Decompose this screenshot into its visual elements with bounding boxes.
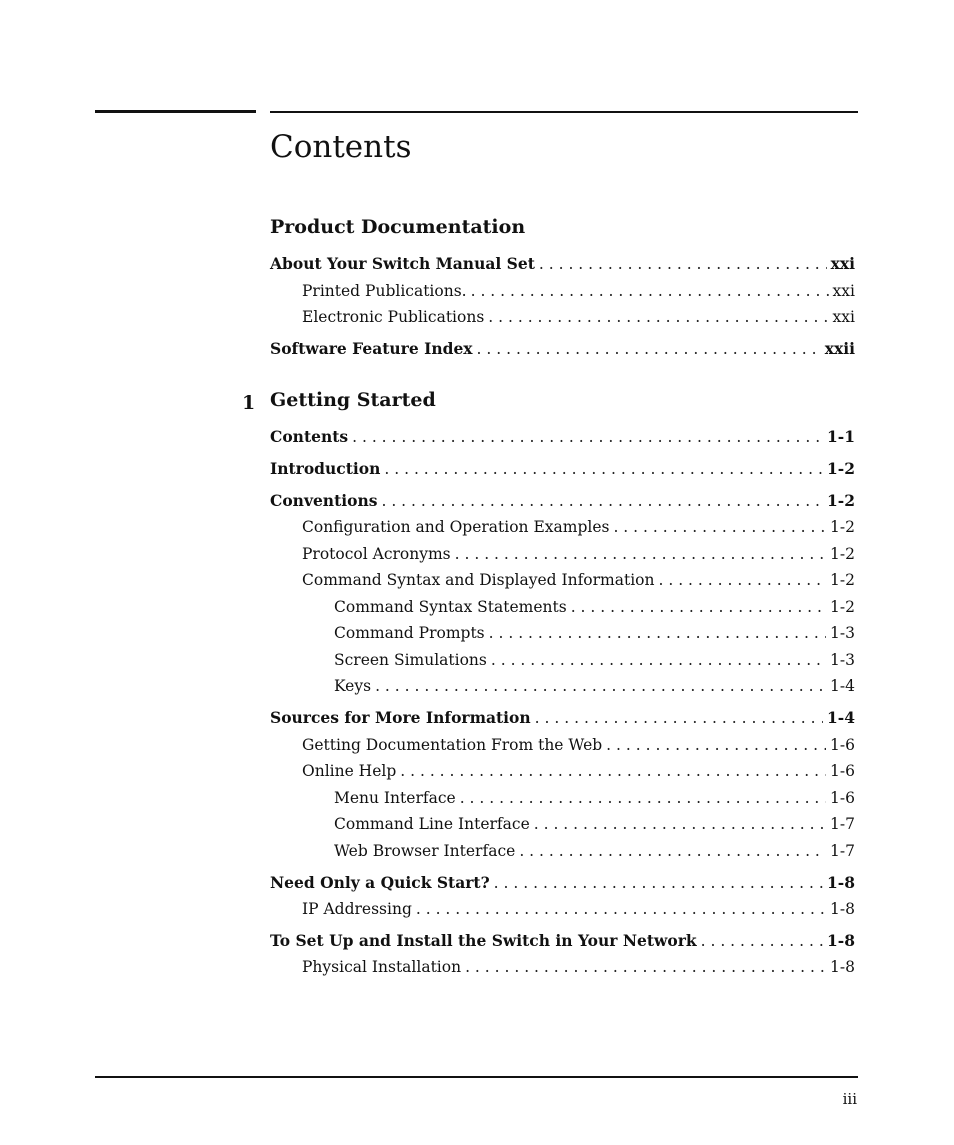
toc-entry-page: xxii	[824, 339, 855, 358]
toc-entry[interactable]	[270, 491, 855, 511]
toc-entry-page: 1-2	[830, 518, 855, 536]
dot-leader	[384, 459, 823, 479]
toc-entry-label: Command Syntax Statements	[334, 598, 567, 616]
toc-entry-page: xxi	[832, 282, 855, 300]
toc-entry-label: About Your Switch Manual Set	[270, 254, 535, 273]
toc-entry-page: 1-4	[826, 708, 855, 727]
toc-entry-page: 1-8	[826, 931, 855, 950]
toc-entry-page: xxi	[832, 308, 855, 326]
toc-entry[interactable]	[270, 339, 855, 359]
toc-entry[interactable]	[302, 517, 855, 537]
dot-leader	[491, 650, 826, 670]
dot-leader	[471, 281, 829, 301]
toc-entry-page: 1-6	[830, 736, 855, 754]
footer-rule	[95, 1076, 858, 1078]
toc-entry-page: 1-6	[830, 789, 855, 807]
toc-entry[interactable]	[302, 735, 855, 755]
toc-entry[interactable]	[302, 570, 855, 590]
toc-entry-label: Command Prompts	[334, 624, 485, 642]
toc-entry[interactable]	[334, 814, 855, 834]
toc-entry-label: Configuration and Operation Examples	[302, 518, 610, 536]
toc-entry-label: Need Only a Quick Start?	[270, 873, 490, 892]
toc-entry-page: 1-2	[830, 598, 855, 616]
dot-leader	[659, 570, 827, 590]
dot-leader	[489, 623, 826, 643]
toc-entry-label: Contents	[270, 427, 349, 446]
dot-leader	[534, 814, 826, 834]
toc-entry-label: Sources for More Information	[270, 708, 531, 727]
dot-leader	[477, 339, 821, 359]
toc-entry-page: 1-3	[830, 651, 855, 669]
toc-entry-label: IP Addressing	[302, 900, 412, 918]
chapter-number: 1	[242, 392, 256, 414]
dot-leader	[488, 307, 828, 327]
toc-entry-label: Protocol Acronyms	[302, 545, 451, 563]
toc-entry[interactable]	[302, 544, 855, 564]
page-title: Contents	[270, 129, 412, 165]
page-number: iii	[842, 1090, 857, 1108]
dot-leader	[352, 427, 823, 447]
toc-entry[interactable]	[270, 873, 855, 893]
toc-entry[interactable]	[302, 281, 855, 301]
dot-leader	[460, 788, 826, 808]
toc-entry[interactable]	[270, 427, 855, 447]
toc-entry[interactable]	[334, 788, 855, 808]
toc-entry-page: 1-8	[830, 900, 855, 918]
toc-entry-page: 1-6	[830, 762, 855, 780]
dot-leader	[465, 957, 826, 977]
toc-entry[interactable]	[334, 841, 855, 861]
section-title: Getting Started	[270, 389, 436, 411]
toc-entry[interactable]	[302, 957, 855, 977]
toc-entry[interactable]	[270, 931, 855, 951]
toc-entry-label: Command Line Interface	[334, 815, 530, 833]
toc-entry-page: 1-4	[830, 677, 855, 695]
toc-entry-label: Command Syntax and Displayed Information	[302, 571, 655, 589]
toc-entry-label: Electronic Publications	[302, 308, 485, 326]
toc-entry-label: Physical Installation	[302, 958, 462, 976]
toc-entry[interactable]	[334, 597, 855, 617]
dot-leader	[606, 735, 826, 755]
dot-leader	[416, 899, 826, 919]
toc-entry[interactable]	[302, 307, 855, 327]
toc-entry[interactable]	[270, 708, 855, 728]
dot-leader	[535, 708, 823, 728]
toc-entry-label: Printed Publications.	[302, 282, 467, 300]
toc-entry-label: Online Help	[302, 762, 397, 780]
toc-entry-label: Keys	[334, 677, 372, 695]
dot-leader	[381, 491, 823, 511]
toc-entry-label: Conventions	[270, 491, 378, 510]
toc-entry-page: 1-7	[830, 815, 855, 833]
toc-entry[interactable]	[302, 761, 855, 781]
toc-entry[interactable]	[302, 899, 855, 919]
dot-leader	[494, 873, 823, 893]
toc-entry-label: Software Feature Index	[270, 339, 473, 358]
section-title: Product Documentation	[270, 216, 526, 238]
dot-leader	[701, 931, 823, 951]
dot-leader	[400, 761, 826, 781]
toc-entry-page: 1-7	[830, 842, 855, 860]
toc-entry[interactable]	[334, 650, 855, 670]
dot-leader	[519, 841, 826, 861]
toc-entry-page: xxi	[830, 254, 855, 273]
toc-entry-page: 1-2	[830, 571, 855, 589]
toc-entry-page: 1-8	[830, 958, 855, 976]
toc-entry-page: 1-1	[826, 427, 855, 446]
toc-entry-page: 1-2	[830, 545, 855, 563]
toc-entry-page: 1-2	[826, 491, 855, 510]
toc-entry-page: 1-2	[826, 459, 855, 478]
toc-entry[interactable]	[270, 459, 855, 479]
dot-leader	[539, 254, 827, 274]
toc-entry[interactable]	[270, 254, 855, 274]
dot-leader	[455, 544, 826, 564]
toc-entry-label: Introduction	[270, 459, 381, 478]
toc-entry-label: Getting Documentation From the Web	[302, 736, 603, 754]
toc-entry-label: Menu Interface	[334, 789, 456, 807]
toc-entry-page: 1-8	[826, 873, 855, 892]
dot-leader	[571, 597, 826, 617]
toc-entry-label: To Set Up and Install the Switch in Your Network	[270, 931, 697, 950]
toc-entry-page: 1-3	[830, 624, 855, 642]
toc-entry-label: Web Browser Interface	[334, 842, 516, 860]
toc-entry[interactable]	[334, 623, 855, 643]
toc-entry[interactable]	[334, 676, 855, 696]
toc-entry-label: Screen Simulations	[334, 651, 487, 669]
dot-leader	[375, 676, 826, 696]
dot-leader	[613, 517, 826, 537]
